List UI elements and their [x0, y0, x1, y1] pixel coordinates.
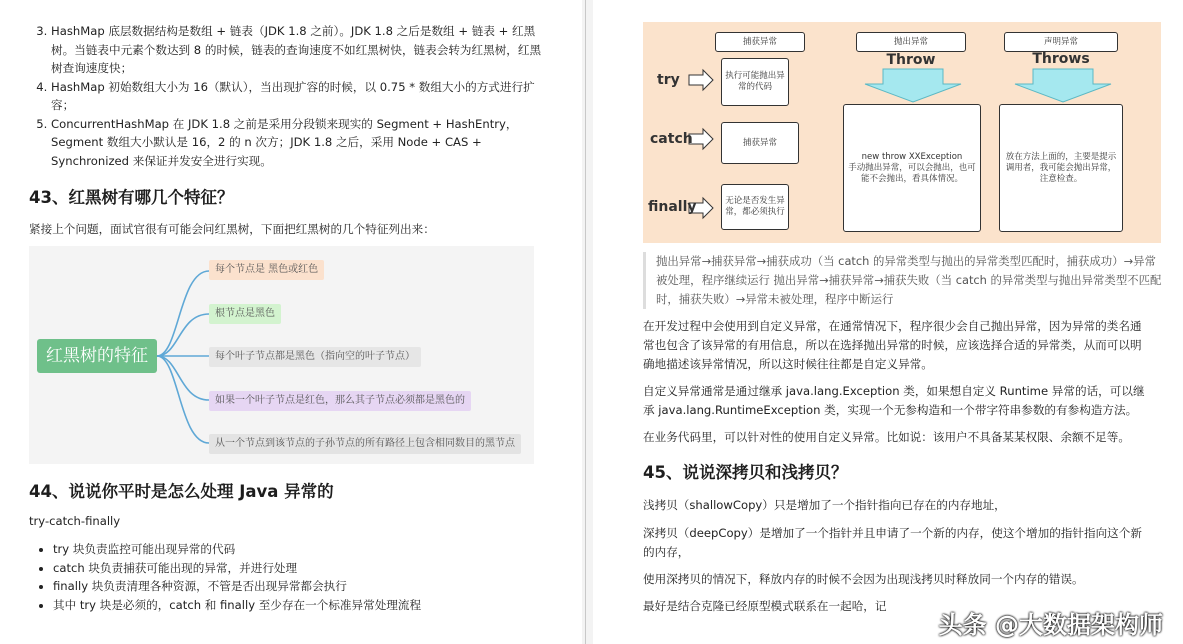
paragraph: 浅拷贝（shallowCopy）只是增加了一个指针指向已存在的内存地址， [643, 498, 1006, 512]
heading-43: 43、红黑树有哪几个特征？ [29, 188, 234, 207]
mindmap-node: 如果一个叶子节点是红色，那么其子节点必须都是黑色的 [209, 391, 471, 411]
paragraph: 在业务代码里，可以针对性的使用自定义异常。比如说：该用户不具备某某权限、余额不足等。 [643, 430, 1130, 444]
mindmap-node: 根节点是黑色 [209, 304, 281, 324]
list-item: • catch 块负责捕获可能出现的异常，并进行处理 [53, 559, 421, 578]
mindmap-root: 红黑树的特征 [37, 339, 157, 373]
list-item: • 其中 try 块是必须的，catch 和 finally 至少存在一个标准异常处理流程 [53, 596, 421, 615]
finally-box: 无论是否发生异常，都必须执行 [721, 184, 789, 230]
throws-title: Throws [1032, 51, 1090, 67]
mindmap-node: 每个叶子节点都是黑色（指向空的叶子节点） [209, 347, 421, 367]
paragraph: 在开发过程中会使用到自定义异常，在通常情况下，程序很少会自己抛出异常，因为异常的类名通常也包含了该异常的有用信息，所以在选择抛出异常的时候，应该选择合适的异常类，从而可以明确地描述该异常情况，所以这时候往往都是自定义异常。 [643, 319, 1142, 371]
heading-44: 44、说说你平时是怎么处理 Java 异常的 [29, 482, 334, 501]
list-item: 3. HashMap 底层数据结构是数组 + 链表（JDK 1.8 之前）。JDK 1.8 之后是数组 + 链表 + 红黑树。当链表中元素个数达到 8 的时候，链表的查询速度不如红黑树快，链表会转为红黑树，红黑树查询速度快； [51, 22, 551, 78]
list-item: 5. ConcurrentHashMap 在 JDK 1.8 之前是采用分段锁来现实的 Segment + HashEntry，Segment 数组大小默认是 16，2 的 n 次方；JDK 1.8 之后，采用 Node + CAS + Synchronized 来保证并发安全进行实现。 [51, 115, 551, 171]
paragraph: 深拷贝（deepCopy）是增加了一个指针并且申请了一个新的内存，使这个增加的指针指向这个新的内存， [643, 526, 1142, 559]
arrow-right-icon [689, 70, 713, 90]
header-throw: 抛出异常 [856, 32, 966, 52]
hashmap-list [35, 22, 551, 170]
throw-title: Throw [886, 52, 936, 68]
mindmap-node: 从一个节点到该节点的子孙节点的所有路径上包含相同数目的黑节点 [209, 434, 521, 454]
mindmap-node: 每个节点是 黑色或红色 [209, 260, 324, 280]
paragraph: 最好是结合克隆已经原型模式联系在一起哈，记 [643, 599, 887, 613]
paragraph: 自定义异常通常是通过继承 java.lang.Exception 类，如果想自定义 Runtime 异常的话，可以继承 java.lang.RuntimeException 类，实现一个无参构造和一个带字符串参数的有参构造方法。 [643, 384, 1145, 417]
try-catch-finally-label: try-catch-finally [29, 514, 121, 528]
finally-label: finally [648, 199, 697, 215]
right-page [593, 0, 1183, 644]
red-black-tree-mindmap [29, 246, 534, 464]
left-page [0, 0, 582, 644]
list-item: 4. HashMap 初始数组大小为 16（默认），当出现扩容的时候，以 0.75 * 数组大小的方式进行扩容； [51, 78, 551, 115]
try-label: try [657, 72, 680, 88]
page-divider [585, 0, 586, 644]
list-item: • try 块负责监控可能出现异常的代码 [53, 540, 421, 559]
paragraph: 使用深拷贝的情况下，释放内存的时候不会因为出现浅拷贝时释放同一个内存的错误。 [643, 572, 1084, 586]
try-box: 执行可能抛出异常的代码 [721, 58, 789, 106]
header-throws: 声明异常 [1004, 32, 1118, 52]
exception-flow-diagram [643, 22, 1161, 243]
throw-box: new throw XXException 手动抛出异常，可以会抛出，也可能不会抛出，看具体情况。 [843, 104, 981, 232]
throws-arrow [1015, 69, 1111, 102]
watermark: 头条 @大数据架构师 [938, 611, 1163, 639]
connector [157, 271, 209, 356]
catch-box: 捕获异常 [721, 122, 799, 164]
flow-quote: 抛出异常→捕获异常→捕获成功（当 catch 的异常类型与抛出的异常类型匹配时，捕获成功）→异常被处理，程序继续运行 抛出异常→捕获异常→捕获失败（当 catch 的异常类型与抛出异常类型不匹配时，捕获失败）→异常未被处理，程序中断运行 [643, 252, 1166, 309]
heading-45: 45、说说深拷贝和浅拷贝？ [643, 463, 848, 482]
exception-bullets [35, 540, 421, 614]
list-item: • finally 块负责清理各种资源，不管是否出现异常都会执行 [53, 577, 421, 596]
header-catch: 捕获异常 [715, 32, 805, 52]
connector [157, 314, 209, 356]
intro-43: 紧接上个问题，面试官很有可能会问红黑树，下面把红黑树的几个特征列出来： [29, 222, 435, 236]
throw-arrow [865, 69, 961, 102]
throws-box: 放在方法上面的，主要是提示调用者，我可能会抛出异常，注意检查。 [999, 104, 1123, 232]
connector [157, 356, 209, 400]
catch-label: catch [650, 131, 693, 147]
